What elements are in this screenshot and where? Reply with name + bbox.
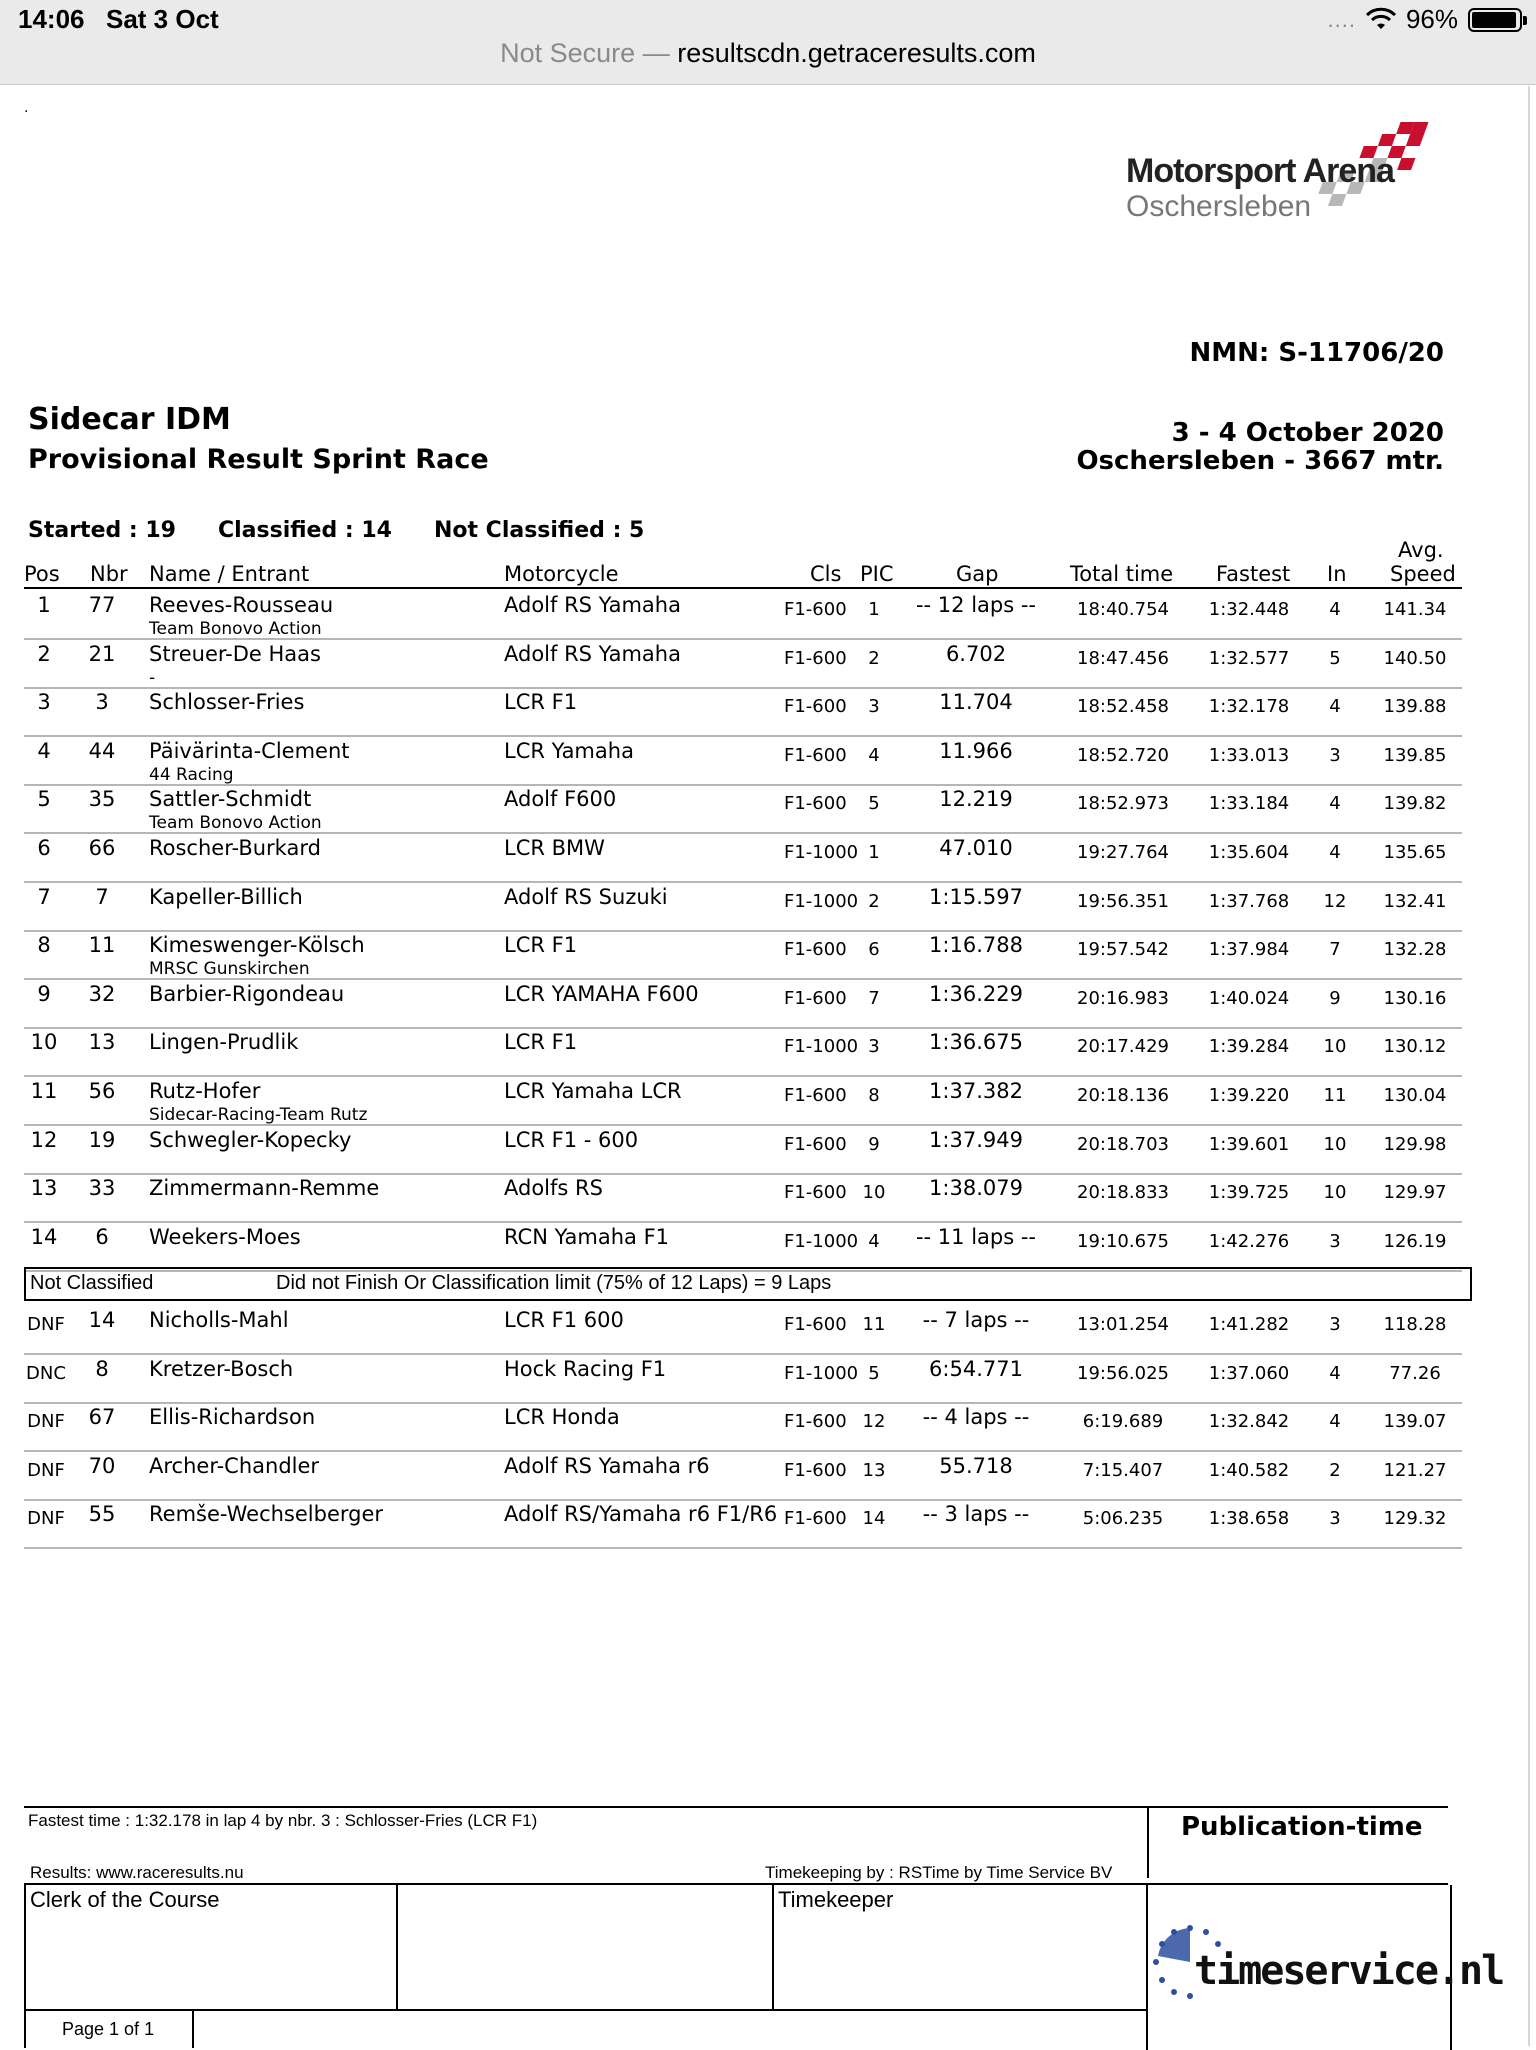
cell-pos: 4 [37,738,51,763]
table-row [24,1026,1462,1077]
cell-moto: Adolf RS Yamaha [504,641,681,666]
cell-in: 10 [1323,1036,1347,1058]
cell-fastest: 1:32.842 [1208,1411,1290,1433]
cell-name: Remše-Wechselberger [149,1502,384,1527]
cell-nbr: 7 [95,884,109,909]
cell-in: 5 [1329,647,1341,669]
cell-moto: LCR Honda [504,1405,620,1430]
cell-name: Streuer-De Haas [149,641,321,666]
cell-gap: 1:37.382 [929,1079,1023,1103]
cell-pic: 4 [868,744,880,766]
cell-pos: 12 [30,1127,58,1152]
cell-cls: F1-1000 [784,842,859,863]
cell-nbr: 56 [88,1079,116,1103]
header-speed: Speed [1390,562,1456,586]
cell-in: 7 [1329,939,1341,961]
cell-cls: F1-600 [784,647,847,669]
cell-pos: 8 [37,933,51,958]
cell-pos: DNF [27,1459,65,1481]
cell-gap: -- 12 laps -- [915,593,1037,617]
series-title: Sidecar IDM [28,402,231,437]
cell-speed: 139.82 [1383,793,1447,815]
cell-pic: 1 [868,599,880,620]
cell-fastest: 1:37.768 [1208,890,1290,912]
cell-speed: 129.97 [1383,1182,1447,1204]
timekeeper-label: Timekeeper [778,1887,894,1912]
cell-nbr: 70 [88,1453,116,1478]
cell-nbr: 67 [88,1405,116,1430]
table-row [24,1221,1462,1272]
cell-total: 18:40.754 [1077,599,1169,620]
cell-gap: 11.704 [939,690,1013,715]
cell-pos: DNF [27,1411,65,1433]
cell-in: 4 [1329,1411,1341,1433]
cell-moto: LCR F1 [504,933,578,958]
cell-speed: 129.98 [1383,1133,1447,1155]
cell-entrant: 44 Racing [149,764,234,785]
cell-nbr: 35 [88,787,116,812]
cell-fastest: 1:37.060 [1208,1362,1290,1384]
cell-pos: 11 [30,1079,58,1103]
cell-moto: Adolf F600 [504,787,617,812]
cell-in: 3 [1329,1230,1341,1252]
not-classified-label: Not Classified [30,1272,154,1294]
cell-entrant: Team Bonovo Action [149,619,322,639]
results-url: Results: www.raceresults.nu [30,1863,244,1882]
cell-pic: 13 [862,1459,886,1481]
cell-pos: 3 [37,690,51,715]
cell-speed: 130.04 [1383,1085,1447,1106]
cell-fastest: 1:40.582 [1208,1459,1290,1481]
battery-percent: 96% [1405,4,1458,34]
cell-cls: F1-600 [784,1459,847,1481]
cell-pos: 13 [30,1176,58,1201]
cell-moto: LCR F1 600 [504,1308,624,1332]
cell-nbr: 44 [88,738,116,763]
cell-speed: 121.27 [1383,1459,1447,1481]
not-secure-label: Not Secure — [500,38,670,68]
cell-name: Schwegler-Kopecky [149,1127,352,1152]
cell-pic: 9 [868,1133,880,1155]
cell-cls: F1-1000 [784,1362,859,1384]
cell-total: 5:06.235 [1082,1508,1164,1530]
cell-moto: Adolf RS Yamaha r6 [504,1453,710,1478]
cell-pos: 14 [30,1224,58,1249]
cell-pic: 8 [868,1085,880,1106]
table-row [24,735,1462,786]
cell-entrant: - [149,667,156,688]
header-motorcycle: Motorcycle [504,562,619,586]
cell-total: 18:52.720 [1077,744,1169,766]
table-row [24,881,1462,932]
cell-entrant: Sidecar-Racing-Team Rutz [149,1105,368,1125]
cell-in: 4 [1329,1362,1341,1384]
cell-nbr: 11 [88,933,116,958]
cell-nbr: 3 [95,690,109,715]
table-row [24,832,1462,883]
cell-pic: 2 [868,890,880,912]
cell-speed: 140.50 [1383,647,1447,669]
table-row [24,978,1462,1029]
cell-pic: 12 [862,1411,886,1433]
cell-moto: LCR Yamaha LCR [504,1079,682,1103]
cell-gap: 1:15.597 [929,884,1023,909]
cell-entrant: MRSC Gunskirchen [149,959,310,980]
timekeeper-signature-cell [772,1885,1148,2009]
cell-in: 4 [1329,842,1341,863]
cell-in: 4 [1329,793,1341,815]
url-host: resultscdn.getraceresults.com [677,38,1036,68]
header-nbr: Nbr [90,562,128,586]
cell-gap: 1:38.079 [929,1176,1023,1201]
cell-cls: F1-600 [784,599,847,620]
cell-pic: 3 [868,696,880,718]
cell-gap: -- 3 laps -- [922,1502,1030,1527]
table-row [24,1450,1462,1501]
timeservice-text: timeservice.nl [1194,1948,1504,1994]
cell-gap: -- 11 laps -- [915,1224,1037,1249]
cell-speed: 132.41 [1383,890,1447,912]
battery-icon [1468,8,1522,32]
cell-speed: 118.28 [1383,1314,1447,1335]
cell-pos: 5 [37,787,51,812]
cell-pic: 14 [862,1508,886,1530]
header-pos: Pos [24,562,60,586]
cell-nbr: 14 [88,1308,116,1332]
cell-moto: Adolfs RS [504,1176,603,1201]
cell-nbr: 8 [95,1356,109,1381]
page-edge-line [1528,86,1530,2046]
entry-counts [28,518,686,543]
cell-cls: F1-600 [784,1182,847,1204]
cell-pic: 2 [868,647,880,669]
cell-name: Kimeswenger-Kölsch [149,933,365,958]
cell-nbr: 33 [88,1176,116,1201]
cell-fastest: 1:39.220 [1208,1085,1290,1106]
cell-gap: 12.219 [939,787,1013,812]
cell-nbr: 13 [88,1030,116,1055]
cell-name: Schlosser-Fries [149,690,305,715]
header-name: Name / Entrant [149,562,310,586]
fastest-time-note: Fastest time : 1:32.178 in lap 4 by nbr. 3 : Schlosser-Fries (LCR F1) [28,1811,538,1830]
table-row [24,638,1462,689]
cell-moto: LCR BMW [504,836,605,860]
cell-moto: Hock Racing F1 [504,1356,667,1381]
cell-total: 19:57.542 [1077,939,1169,961]
cell-pos: 6 [37,836,51,860]
header-pic: PIC [860,562,894,586]
cell-pic: 6 [868,939,880,961]
cell-name: Päivärinta-Clement [149,738,350,763]
cell-name: Roscher-Burkard [149,836,321,860]
cell-cls: F1-600 [784,1314,847,1335]
header-gap: Gap [956,562,999,586]
cell-name: Zimmermann-Remme [149,1176,380,1201]
cell-moto: LCR F1 [504,1030,578,1055]
cell-fastest: 1:39.725 [1208,1182,1290,1204]
status-date: Sat 3 Oct [106,4,219,34]
cell-speed: 139.88 [1383,696,1447,718]
cell-fastest: 1:35.604 [1208,842,1290,863]
cell-speed: 141.34 [1383,599,1447,620]
cell-moto: LCR F1 [504,690,578,715]
cell-pic: 3 [868,1036,880,1058]
cell-total: 18:52.458 [1077,696,1169,718]
not-classified-count: Not Classified : 5 [433,518,645,543]
cell-fastest: 1:39.601 [1208,1133,1290,1155]
cell-moto: RCN Yamaha F1 [504,1224,670,1249]
cell-total: 20:17.429 [1077,1036,1169,1058]
cell-pos: 2 [37,641,51,666]
cell-pic: 10 [862,1182,886,1204]
clerk-signature-cell [24,1885,398,2009]
cell-gap: 11.966 [939,738,1013,763]
cell-speed: 139.07 [1383,1411,1447,1433]
cell-nbr: 66 [88,836,116,860]
cell-cls: F1-1000 [784,890,859,912]
cell-speed: 130.12 [1383,1036,1447,1058]
cell-in: 2 [1329,1459,1341,1481]
cell-in: 10 [1323,1133,1347,1155]
cell-cls: F1-1000 [784,1230,859,1252]
page-number: Page 1 of 1 [62,2019,155,2039]
table-row [24,1401,1462,1452]
cell-fastest: 1:39.284 [1208,1036,1290,1058]
table-row [24,1304,1462,1355]
cell-total: 18:52.973 [1077,793,1169,815]
cell-moto: Adolf RS Suzuki [504,884,668,909]
cell-pos: 7 [37,884,51,909]
cell-cls: F1-600 [784,1085,847,1106]
cell-moto: Adolf RS/Yamaha r6 F1/R6 [504,1502,778,1527]
cell-name: Reeves-Rousseau [149,593,334,617]
cell-name: Sattler-Schmidt [149,787,312,812]
cell-in: 4 [1329,696,1341,718]
cell-cls: F1-600 [784,1133,847,1155]
table-row [24,686,1462,737]
cell-total: 18:47.456 [1077,647,1169,669]
cell-cls: F1-600 [784,696,847,718]
cell-in: 3 [1329,1508,1341,1530]
cell-nbr: 55 [88,1502,116,1527]
cell-pos: 1 [37,593,51,617]
cell-gap: -- 4 laps -- [922,1405,1030,1430]
timeservice-logo [1150,1922,1504,2002]
cell-fastest: 1:32.448 [1208,599,1290,620]
table-row [24,1498,1462,1549]
header-avg: Avg. [1398,538,1444,562]
cell-gap: 1:36.229 [929,981,1023,1006]
cell-gap: 1:16.788 [929,933,1023,958]
cell-cls: F1-600 [784,1411,847,1433]
cell-pic: 4 [868,1230,880,1252]
cell-cls: F1-600 [784,793,847,815]
cell-fastest: 1:32.577 [1208,647,1290,669]
cell-pic: 1 [868,842,880,863]
publication-time-box [1147,1808,1449,1878]
cell-pos: DNF [27,1508,65,1530]
signal-icon: .... [1327,6,1356,32]
page-number-cell [24,2009,194,2048]
cell-moto: Adolf RS Yamaha [504,593,681,617]
cell-fastest: 1:37.984 [1208,939,1290,961]
cell-speed: 77.26 [1389,1362,1441,1384]
cell-moto: LCR YAMAHA F600 [504,981,699,1006]
cell-total: 13:01.254 [1077,1314,1169,1335]
stray-dot: . [24,100,29,116]
cell-gap: -- 7 laps -- [922,1308,1030,1332]
table-row [24,929,1462,980]
race-title: Provisional Result Sprint Race [28,444,489,475]
cell-gap: 47.010 [939,836,1013,860]
status-indicators [1328,4,1523,35]
cell-total: 20:18.833 [1077,1182,1169,1204]
blank-signature-cell [396,1885,772,2009]
cell-name: Rutz-Hofer [149,1079,261,1103]
ios-status-bar [0,0,1536,85]
cell-total: 19:10.675 [1077,1230,1169,1252]
clerk-label: Clerk of the Course [30,1887,220,1912]
cell-name: Nicholls-Mahl [149,1308,289,1332]
cell-cls: F1-600 [784,987,847,1009]
cell-cls: F1-600 [784,939,847,961]
cell-total: 7:15.407 [1082,1459,1164,1481]
cell-in: 10 [1323,1182,1347,1204]
table-row [24,783,1462,834]
cell-moto: LCR Yamaha [504,738,634,763]
classified-count: Classified : 14 [217,518,392,543]
cell-name: Archer-Chandler [149,1453,320,1478]
cell-moto: LCR F1 - 600 [504,1127,639,1152]
cell-in: 11 [1323,1085,1347,1106]
cell-in: 9 [1329,987,1341,1009]
header-total-time: Total time [1070,562,1174,586]
cell-fastest: 1:38.658 [1208,1508,1290,1530]
table-row [24,589,1462,640]
started-count: Started : 19 [28,518,176,543]
cell-entrant: Team Bonovo Action [149,813,322,834]
cell-pos: 9 [37,981,51,1006]
nmn-number: NMN: S-11706/20 [1189,338,1444,368]
timekeeping-note: Timekeeping by : RSTime by Time Service BV [765,1863,1113,1882]
publication-time-label: Publication-time [1181,1812,1423,1842]
cell-nbr: 32 [88,981,116,1006]
logo-line1: Motorsport Arena [1126,152,1394,190]
event-dates: 3 - 4 October 2020 [1171,418,1444,448]
table-row [24,1353,1462,1404]
wifi-icon [1366,9,1396,31]
cell-gap: 55.718 [939,1453,1013,1478]
cell-fastest: 1:41.282 [1208,1314,1290,1335]
cell-fastest: 1:33.184 [1208,793,1290,815]
cell-total: 20:18.703 [1077,1133,1169,1155]
cell-name: Kapeller-Billich [149,884,303,909]
table-row [24,1124,1462,1175]
not-classified-banner [24,1267,1472,1301]
address-bar[interactable] [0,38,1536,69]
cell-total: 19:27.764 [1077,842,1169,863]
cell-pic: 5 [868,1362,880,1384]
cell-total: 6:19.689 [1082,1411,1164,1433]
cell-pic: 5 [868,793,880,815]
header-fastest: Fastest [1216,562,1291,586]
status-time: 14:06 [18,4,85,34]
cell-gap: 1:36.675 [929,1030,1023,1055]
cell-speed: 129.32 [1383,1508,1447,1530]
cell-nbr: 21 [88,641,116,666]
cell-speed: 126.19 [1383,1230,1447,1252]
cell-speed: 130.16 [1383,987,1447,1009]
cell-total: 20:16.983 [1077,987,1169,1009]
cell-gap: 1:37.949 [929,1127,1023,1152]
cell-fastest: 1:42.276 [1208,1230,1290,1252]
cell-pos: DNC [26,1362,66,1384]
cell-total: 19:56.351 [1077,890,1169,912]
header-in: In [1327,562,1347,586]
cell-pic: 7 [868,987,880,1009]
cell-pos: 10 [30,1030,58,1055]
cell-cls: F1-600 [784,744,847,766]
cell-in: 3 [1329,744,1341,766]
cell-nbr: 19 [88,1127,116,1152]
motorsport-arena-logo [1122,118,1428,228]
cell-total: 20:18.136 [1077,1085,1169,1106]
cell-speed: 135.65 [1383,842,1447,863]
cell-nbr: 77 [88,593,116,617]
classification-limit-note: Did not Finish Or Classification limit (75% of 12 Laps) = 9 Laps [276,1272,832,1294]
cell-cls: F1-1000 [784,1036,859,1058]
cell-nbr: 6 [95,1224,109,1249]
cell-total: 19:56.025 [1077,1362,1169,1384]
cell-name: Ellis-Richardson [149,1405,316,1430]
cell-name: Kretzer-Bosch [149,1356,294,1381]
cell-cls: F1-600 [784,1508,847,1530]
cell-name: Weekers-Moes [149,1224,301,1249]
table-row [24,1172,1462,1223]
cell-name: Barbier-Rigondeau [149,981,345,1006]
venue: Oschersleben - 3667 mtr. [1076,446,1444,476]
header-cls: Cls [810,562,842,586]
cell-speed: 132.28 [1383,939,1447,961]
cell-gap: 6.702 [945,641,1007,666]
cell-gap: 6:54.771 [929,1356,1023,1381]
table-row [24,1075,1462,1126]
cell-fastest: 1:40.024 [1208,987,1290,1009]
cell-pos: DNF [27,1314,65,1335]
cell-in: 3 [1329,1314,1341,1335]
cell-in: 12 [1323,890,1347,912]
cell-name: Lingen-Prudlik [149,1030,299,1055]
logo-line2: Oschersleben [1126,190,1312,223]
cell-in: 4 [1329,599,1341,620]
cell-fastest: 1:32.178 [1208,696,1290,718]
cell-fastest: 1:33.013 [1208,744,1290,766]
cell-speed: 139.85 [1383,744,1447,766]
cell-pic: 11 [862,1314,886,1335]
